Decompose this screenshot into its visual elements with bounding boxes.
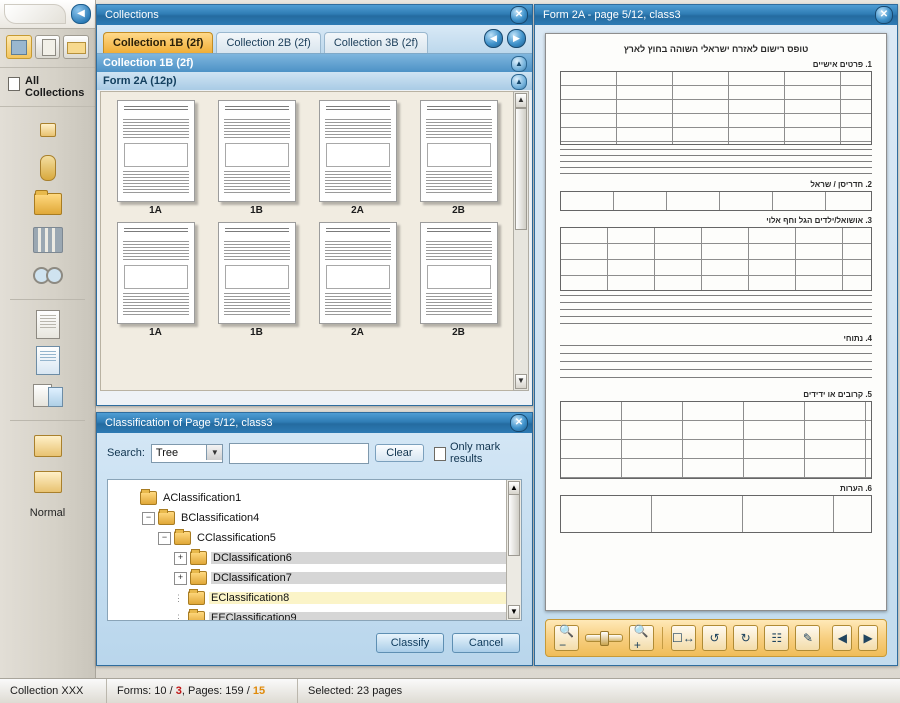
rail-header	[0, 0, 95, 29]
only-mark-checkbox[interactable]	[434, 447, 446, 461]
page-blue-icon[interactable]	[35, 35, 61, 59]
tab-collection-1b[interactable]: Collection 1B (2f)	[103, 32, 213, 53]
rail-tool-stack	[0, 107, 95, 499]
rail-divider-2	[10, 420, 85, 421]
document-text-block-1	[560, 149, 872, 175]
page-preview[interactable]	[319, 100, 397, 202]
tree-node[interactable]	[126, 588, 521, 608]
tabs-next-button[interactable]: ▶	[507, 29, 526, 48]
search-input[interactable]	[229, 443, 369, 464]
status-pages-marked: 15	[252, 685, 266, 697]
status-pages-total: 159	[225, 685, 244, 697]
expand-toggle-icon[interactable]: +	[174, 552, 187, 565]
document-table-2	[560, 191, 872, 211]
clip-icon	[40, 123, 56, 137]
page-preview[interactable]	[117, 222, 195, 324]
tab-collection-3b[interactable]: Collection 3B (2f)	[324, 32, 428, 53]
rail-tool-folders[interactable]	[0, 185, 95, 221]
page-preview[interactable]	[117, 100, 195, 202]
tab-nav-buttons	[484, 29, 526, 48]
folder-icon	[190, 571, 207, 585]
rail-tool-page[interactable]	[0, 306, 95, 342]
chevron-down-icon[interactable]: ▼	[206, 445, 222, 460]
tabs-prev-button[interactable]: ◀	[484, 29, 503, 48]
tree-node-label: CClassification5	[197, 532, 276, 544]
thumbnail-item[interactable]	[410, 100, 507, 216]
form-group-header[interactable]	[97, 72, 532, 90]
annotate-icon[interactable]: ✎	[795, 625, 820, 651]
page-blue-icon	[36, 346, 60, 375]
cancel-button[interactable]: Cancel	[452, 633, 520, 653]
classification-tree	[107, 479, 522, 621]
all-collections-toggle[interactable]	[0, 68, 95, 107]
split-icon	[40, 155, 56, 181]
classification-actions	[376, 633, 520, 653]
tree-node-label: EEClassification9	[209, 612, 521, 621]
binoculars-icon	[33, 267, 63, 283]
status-pages-label: Pages:	[187, 685, 223, 697]
document-section-3: 3. אושואל/ילדים הגל וחף אלוי	[766, 216, 872, 225]
folder-icon	[174, 531, 191, 545]
left-toolbar	[0, 0, 96, 679]
drawer-icon	[34, 435, 62, 457]
collections-window	[96, 4, 533, 406]
collections-titlebar	[97, 5, 532, 25]
scroll-up-icon[interactable]: ▲	[515, 93, 527, 108]
tree-node-label: DClassification7	[211, 572, 521, 584]
viewer-window	[534, 4, 898, 666]
document-text-block-3	[560, 345, 872, 385]
zoom-out-icon[interactable]: 🔍−	[554, 625, 579, 651]
status-forms-marked: 3	[175, 685, 182, 697]
viewer-body	[535, 25, 897, 665]
thumbnail-item[interactable]	[309, 100, 406, 216]
collection-group-header[interactable]	[97, 54, 532, 72]
folder-icon	[188, 591, 205, 605]
scrollbar-thumb[interactable]	[508, 494, 520, 556]
classification-body	[97, 433, 532, 665]
form-group-label: Form 2A (12p)	[103, 75, 177, 87]
document-table-5	[560, 495, 872, 533]
document-table-1	[560, 71, 872, 145]
rail-tool-compare[interactable]	[0, 257, 95, 293]
tree-node[interactable]	[126, 528, 521, 548]
status-forms-sep: /	[169, 685, 173, 697]
thumbnail-label: 2B	[452, 327, 465, 338]
document-section-6: 6. הערות	[839, 484, 872, 493]
split-icon[interactable]: ☷	[764, 625, 789, 651]
scissors-icon[interactable]	[6, 35, 32, 59]
zoom-in-icon[interactable]: 🔍+	[629, 625, 654, 651]
classification-title: Classification of Page 5/12, class3	[105, 417, 273, 429]
viewer-title: Form 2A - page 5/12, class3	[543, 9, 681, 21]
rail-tool-drawer[interactable]	[0, 427, 95, 463]
tab-collection-2b[interactable]: Collection 2B (2f)	[216, 32, 320, 53]
collection-group-label: Collection 1B (2f)	[103, 57, 194, 69]
viewer-titlebar	[535, 5, 897, 25]
thumbnail-item[interactable]	[107, 222, 204, 338]
page-preview[interactable]	[319, 222, 397, 324]
tree-node[interactable]	[126, 488, 521, 508]
next-page-button[interactable]: ▶	[858, 625, 878, 651]
status-pages-sep: /	[246, 685, 250, 697]
rail-tool-columns[interactable]	[0, 221, 95, 257]
chevron-up-icon[interactable]: ▲	[511, 56, 527, 72]
close-icon[interactable]: ✕	[875, 6, 893, 24]
rail-tool-clip[interactable]	[0, 113, 95, 149]
archive-icon	[34, 471, 62, 493]
page-preview[interactable]	[420, 222, 498, 324]
status-selected: Selected: 23 pages	[308, 685, 403, 697]
viewer-toolbar	[545, 619, 887, 657]
thumbnail-grid	[101, 92, 513, 346]
status-forms-total: 10	[154, 685, 167, 697]
classification-window	[96, 412, 533, 666]
all-collections-label: All Collections	[25, 75, 85, 99]
folders-icon	[34, 193, 62, 215]
folder-gold-icon[interactable]	[63, 35, 89, 59]
tree-node[interactable]	[126, 568, 521, 588]
thumbnail-label: 1A	[149, 205, 162, 216]
only-mark-label: Only mark results	[449, 441, 501, 465]
document-section-4: 4. נתוחי	[843, 334, 872, 343]
classification-titlebar	[97, 413, 532, 433]
rail-tool-split[interactable]	[0, 149, 95, 185]
page-icon	[36, 310, 60, 339]
tree-scrollbar[interactable]	[506, 480, 521, 620]
rail-tool-archive[interactable]	[0, 463, 95, 499]
prev-page-button[interactable]: ◀	[832, 625, 852, 651]
folder-icon	[140, 491, 157, 505]
page-preview[interactable]	[218, 100, 296, 202]
thumbnail-label: 2A	[351, 327, 364, 338]
folder-icon	[158, 511, 175, 525]
collections-title: Collections	[105, 9, 159, 21]
thumbnail-item[interactable]	[309, 222, 406, 338]
document-section-2: 2. חדריסן / שראל	[810, 180, 872, 189]
folder-icon	[190, 551, 207, 565]
rotate-right-icon[interactable]: ↻	[733, 625, 758, 651]
zoom-slider[interactable]	[585, 634, 623, 642]
search-row	[97, 433, 532, 471]
columns-icon	[33, 227, 63, 253]
collapse-toggle-icon[interactable]: −	[158, 532, 171, 545]
tree-node-label: EClassification8	[209, 592, 521, 604]
expand-toggle-icon[interactable]: +	[174, 572, 187, 585]
thumbnail-item[interactable]	[208, 222, 305, 338]
document-heading: טופס רישום לאזרח ישראלי השוהה בחוץ לארץ	[623, 44, 809, 54]
tree-connector: ⋮	[174, 592, 184, 603]
thumbnail-label: 1A	[149, 327, 162, 338]
classify-button[interactable]: Classify	[376, 633, 444, 653]
collections-tabs	[97, 25, 532, 54]
status-counts: Forms: 10 / 3 , Pages: 159 / 15	[107, 679, 298, 703]
thumbnail-item[interactable]	[410, 222, 507, 338]
scroll-up-icon[interactable]: ▲	[508, 481, 520, 495]
status-bar	[0, 678, 900, 703]
tree-node-label: DClassification6	[211, 552, 521, 564]
status-forms-label: Forms:	[117, 685, 152, 697]
close-icon[interactable]: ✕	[510, 414, 528, 432]
app-logo	[4, 4, 66, 24]
rail-tool-pages-pair[interactable]	[0, 378, 95, 414]
rail-mode-label: Normal	[29, 507, 66, 519]
scrollbar-thumb[interactable]	[515, 108, 527, 230]
search-mode-value: Tree	[155, 447, 179, 459]
close-icon[interactable]: ✕	[510, 6, 528, 24]
page-preview[interactable]	[218, 222, 296, 324]
thumbnail-item[interactable]	[107, 100, 204, 216]
document-table-4	[560, 401, 872, 479]
pages-pair-icon	[33, 384, 63, 408]
rail-divider-1	[10, 299, 85, 300]
chevron-up-icon[interactable]: ▲	[511, 74, 527, 90]
tree-connector: ⋮	[174, 612, 184, 621]
thumbnail-label: 2B	[452, 205, 465, 216]
thumbnail-label: 1B	[250, 205, 263, 216]
collections-scrollbar[interactable]	[513, 91, 529, 391]
search-mode-select[interactable]	[151, 444, 223, 463]
only-mark-results-toggle[interactable]	[434, 441, 524, 465]
fit-page-icon[interactable]: ☐↔	[671, 625, 696, 651]
rail-icon-row	[0, 29, 95, 68]
document-table-3	[560, 227, 872, 291]
tree-node[interactable]	[126, 508, 521, 528]
status-collection: Collection XXX	[0, 679, 107, 703]
tree-node[interactable]	[126, 608, 521, 621]
rail-tool-page-blue[interactable]	[0, 342, 95, 378]
document-text-block-2	[560, 295, 872, 329]
clear-button[interactable]: Clear	[375, 444, 423, 462]
tree-node-label: AClassification1	[163, 492, 242, 504]
zoom-slider-handle[interactable]	[600, 631, 609, 646]
document-page[interactable]	[545, 33, 887, 611]
scroll-down-icon[interactable]: ▼	[515, 374, 527, 389]
rotate-left-icon[interactable]: ↺	[702, 625, 727, 651]
all-collections-checkbox[interactable]	[8, 77, 20, 91]
tree-node-label: BClassification4	[181, 512, 260, 524]
thumbnail-item[interactable]	[208, 100, 305, 216]
collapse-panel-button[interactable]: ◀	[71, 4, 91, 24]
search-label: Search:	[107, 447, 145, 459]
toolbar-divider	[662, 627, 663, 649]
folder-icon	[188, 611, 205, 621]
document-section-1: 1. פרטים אישיים	[812, 60, 872, 69]
thumbnail-label: 2A	[351, 205, 364, 216]
collapse-toggle-icon[interactable]: −	[142, 512, 155, 525]
scroll-down-icon[interactable]: ▼	[508, 605, 520, 619]
thumbnail-label: 1B	[250, 327, 263, 338]
tree-node[interactable]	[126, 548, 521, 568]
document-section-5: 5. קרובים או ידידים	[803, 390, 872, 399]
thumbnail-area	[100, 91, 514, 391]
page-preview[interactable]	[420, 100, 498, 202]
